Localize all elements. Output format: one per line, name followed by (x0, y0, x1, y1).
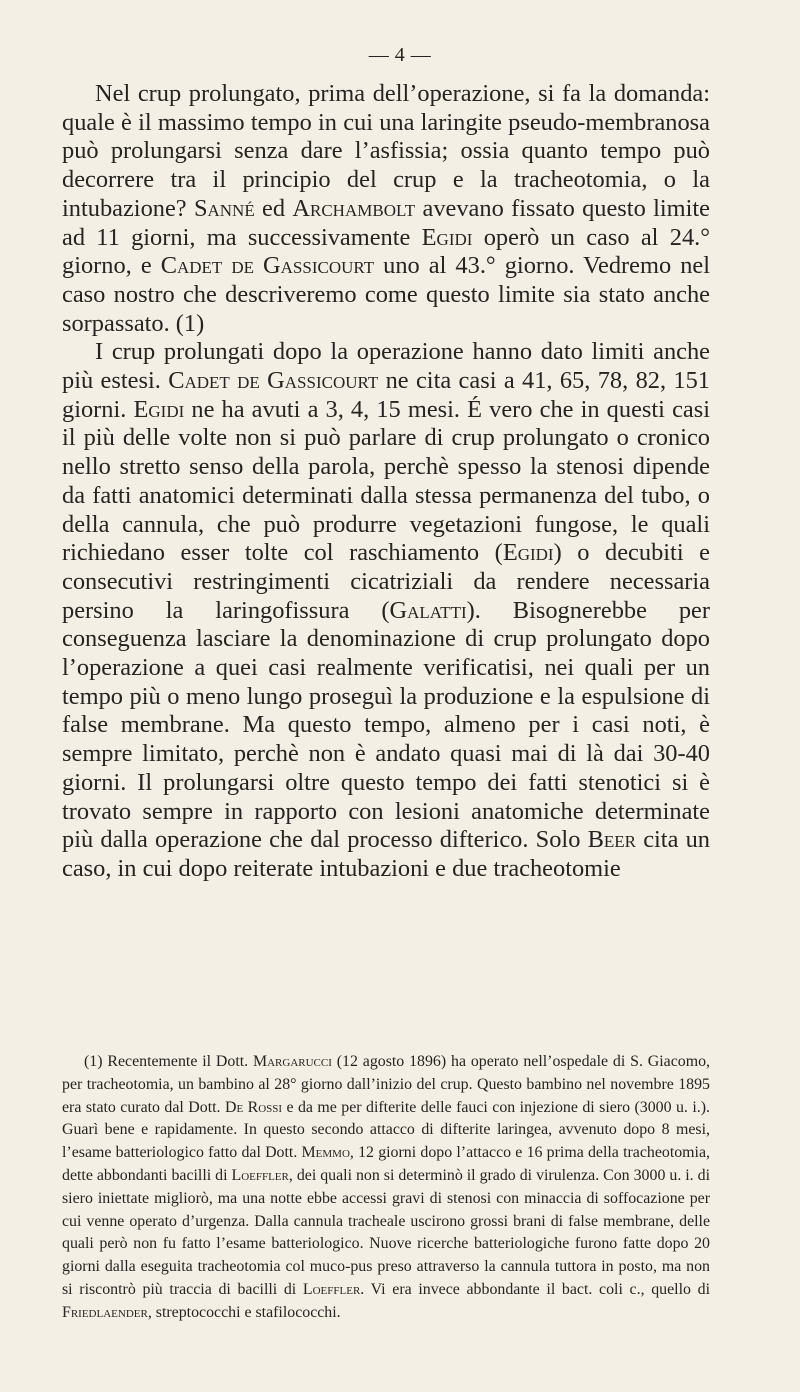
text-run: uno al 43.° giorno. Vedremo nel caso nostro che descriveremo come questo limite sia stato anche sorpassato. (1) (62, 252, 710, 337)
author-name: Archambolt (292, 194, 416, 222)
text-run: cita un caso, in cui dopo reiterate intubazioni e due tracheotomie (62, 826, 710, 882)
text-run: , dei quali non si determinò il grado di virulenza. Con 3000 u. i. di siero iniettate migliorò, ma una notte ebbe accessi gravi di stenosi con minaccia di soffocazione per cui venne operato d’urgenza. Dalla cannula tracheale uscirono grossi brani di false membrane, delle quali però non fu fatto l’esame batteriologico. Nuove ricerche batteriologiche furono fatte dopo 20 giorni dalla eseguita tracheotomia col muco-pus preso attraverso la cannula tuttora in posto, ma non si riscontrò più traccia di bacilli di (62, 1166, 710, 1298)
text-run: Nel crup prolungato, prima dell’operazione, si fa la domanda: quale è il massimo tempo in cui una laringite pseudo-membranosa può prolungarsi senza dare l’asfissia; ossia quanto tempo può decorrere tra il principio del crup e la tracheotomia, o la intubazione? (62, 80, 710, 222)
text-run: ne cita casi a 41, 65, 78, 82, 151 giorni. (62, 367, 711, 423)
author-name: Egidi (421, 223, 473, 251)
text-run: ne ha avuti a 3, 4, 15 mesi. É vero che in questi casi il più delle volte non si può parlare di crup prolungato o cronico nello stretto senso della parola, perchè spesso la stenosi dipende da fatti anatomici determinati dalla stessa permanenza del tubo, o della cannula, che può produrre vegetazioni fungose, le quali richiedano esser tolte col raschiamento ( (62, 395, 710, 567)
author-name: Sanné (193, 194, 255, 222)
text-run: (12 agosto 1896) ha operato nell’ospedale di S. Giacomo, per tracheotomia, un bambino al 28° giorno dall’inizio del crup. Questo bambino nel novembre 1895 era stato curato dal Dott. (62, 1053, 710, 1116)
text-run: ) o decubiti e consecutivi restringimenti cicatriziali da rendere necessaria persino la laringofissura ( (62, 539, 710, 624)
author-name: Cadet de Gassicourt (160, 252, 375, 280)
author-name: Egidi (502, 539, 554, 567)
body-paragraph (62, 338, 710, 883)
author-name: Margarucci (252, 1053, 332, 1070)
author-name: Egidi (133, 395, 185, 423)
text-run: . Vi era invece abbondante il bact. coli c., quello di (360, 1280, 710, 1298)
text-run: ed (254, 194, 293, 222)
text-run: operò un caso al 24.° giorno, e (62, 223, 710, 280)
text-run: (1) Recentemente il Dott. (84, 1053, 253, 1070)
text-run: avevano fissato questo limite ad 11 giorni, ma successivamente (62, 194, 710, 251)
text-run: , 12 giorni dopo l’attacco e 16 prima della tracheotomia, dette abbondanti bacilli di (62, 1144, 710, 1184)
text-run: , streptococchi e stafilococchi. (147, 1303, 341, 1321)
author-name: Friedlaender (62, 1303, 148, 1321)
author-name: Cadet de Gassicourt (168, 367, 379, 395)
body-paragraph (62, 80, 710, 338)
author-name: Beer (587, 826, 636, 854)
footnote (62, 1051, 710, 1325)
page-number: — 4 — (368, 44, 432, 66)
text-run: e da me per difterite delle fauci con injezione di siero (3000 u. i.). Guarì bene e rapidamente. In questo secondo attacco di difterite laringea, avvenuto dopo 8 mesi, l’esame batteriologico fatto dal Dott. (62, 1098, 710, 1162)
text-run: ). Bisognerebbe per conseguenza lasciare la denominazione di crup prolungato dopo l’operazione a quei casi realmente verificatisi, nei quali per un tempo più o meno lungo proseguì la produzione e la espulsione di false membrane. Ma questo tempo, almeno per i casi noti, è sempre limitato, perchè non è andato quasi mai di là dai 30-40 giorni. Il prolungarsi oltre questo tempo dei fatti stenotici si è trovato sempre in rapporto con lesioni anatomiche determinate più dalla operazione che dal processo difterico. Solo (62, 596, 711, 854)
author-name: Galatti (389, 596, 467, 624)
author-name: Memmo (301, 1144, 350, 1162)
author-name: Loeffler (231, 1166, 289, 1184)
footnotes (62, 1051, 710, 1325)
author-name: Loeffler (302, 1280, 361, 1298)
main-text (62, 80, 710, 884)
text-run: I crup prolungati dopo la operazione hanno dato limiti anche più estesi. (62, 338, 710, 395)
author-name: De Rossi (224, 1098, 283, 1116)
